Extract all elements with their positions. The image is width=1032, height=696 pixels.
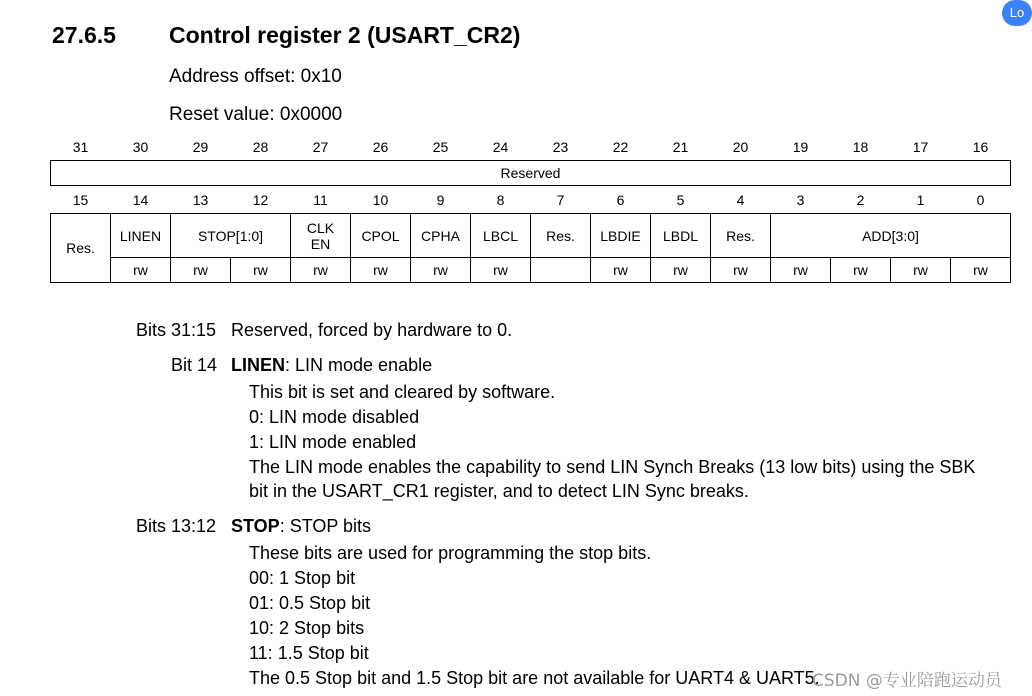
bits-13-12-line: 11: 1.5 Stop bit bbox=[249, 643, 369, 663]
bit-number: 15 bbox=[72, 191, 89, 208]
access-cell: rw bbox=[771, 258, 831, 283]
access-cell: rw bbox=[951, 258, 1011, 283]
bit14-title: : LIN mode enable bbox=[285, 355, 433, 375]
bit-number: 0 bbox=[976, 191, 985, 208]
field-res-7: Res. bbox=[531, 214, 591, 258]
bit14-line: 0: LIN mode disabled bbox=[249, 407, 420, 427]
bit14-name: LINEN bbox=[231, 355, 285, 375]
access-cell: rw bbox=[651, 258, 711, 283]
upper-bit-numbers-row bbox=[51, 133, 1011, 161]
field-clken bbox=[291, 214, 351, 258]
register-bitmap-table bbox=[50, 133, 1011, 283]
bits-31-15-label: Bits 31:15 bbox=[136, 320, 217, 340]
bit-number: 11 bbox=[313, 191, 328, 208]
bit-number: 25 bbox=[432, 138, 449, 155]
field-clken-line2: EN bbox=[310, 235, 331, 252]
bit-number: 27 bbox=[312, 138, 329, 155]
field-res-4: Res. bbox=[711, 214, 771, 258]
access-cell: rw bbox=[111, 258, 171, 283]
bits-13-12-label: Bits 13:12 bbox=[136, 516, 217, 536]
bits-13-12-title: : STOP bits bbox=[279, 516, 372, 536]
bit14-line: The LIN mode enables the capability to send LIN Synch Breaks (13 low bits) using the SBK bbox=[249, 457, 976, 477]
access-cell: rw bbox=[231, 258, 291, 283]
access-cell: rw bbox=[591, 258, 651, 283]
bit-number: 6 bbox=[616, 191, 625, 208]
bit-number: 18 bbox=[852, 138, 869, 155]
reset-value: Reset value: 0x0000 bbox=[169, 104, 343, 125]
csdn-watermark: CSDN @专业陪跑运动员 bbox=[812, 671, 1002, 691]
bit14-line: 1: LIN mode enabled bbox=[249, 432, 417, 452]
field-linen: LINEN bbox=[111, 214, 171, 258]
access-cell: rw bbox=[471, 258, 531, 283]
field-lbdl: LBDL bbox=[651, 214, 711, 258]
bits-13-12-line: 10: 2 Stop bits bbox=[249, 618, 365, 638]
lower-bit-numbers-row bbox=[51, 186, 1011, 214]
bit-number: 3 bbox=[796, 191, 805, 208]
bit-number: 10 bbox=[372, 191, 389, 208]
bits-13-12-heading bbox=[231, 516, 371, 537]
bit-number: 2 bbox=[856, 191, 865, 208]
access-cell: rw bbox=[171, 258, 231, 283]
section-number: 27.6.5 bbox=[52, 22, 116, 48]
bit-number: 24 bbox=[492, 138, 509, 155]
section-title: Control register 2 (USART_CR2) bbox=[169, 22, 521, 48]
bit-number: 8 bbox=[496, 191, 505, 208]
bit-number: 7 bbox=[556, 191, 565, 208]
bits-13-12-line: 00: 1 Stop bit bbox=[249, 568, 356, 588]
bit-number: 23 bbox=[552, 138, 569, 155]
bit-number: 19 bbox=[792, 138, 809, 155]
floating-assistant-button[interactable]: Lo bbox=[1002, 0, 1032, 26]
access-cell-empty bbox=[531, 258, 591, 283]
bit-number: 22 bbox=[612, 138, 629, 155]
field-cpha: CPHA bbox=[411, 214, 471, 258]
bit-number: 1 bbox=[916, 191, 925, 208]
bit-number: 9 bbox=[436, 191, 445, 208]
field-stop: STOP[1:0] bbox=[171, 214, 291, 258]
bit-number: 16 bbox=[972, 138, 989, 155]
bit14-label: Bit 14 bbox=[171, 355, 218, 375]
access-cell: rw bbox=[351, 258, 411, 283]
field-clken-line1: CLK bbox=[306, 219, 335, 236]
bits-31-15-text: Reserved, forced by hardware to 0. bbox=[231, 320, 513, 340]
field-names-row bbox=[51, 214, 1011, 258]
bit-number: 5 bbox=[676, 191, 685, 208]
bit14-line: bit in the USART_CR1 register, and to detect LIN Sync breaks. bbox=[249, 481, 749, 501]
access-cell: rw bbox=[891, 258, 951, 283]
bits-13-12-name: STOP bbox=[231, 516, 280, 536]
bit-number: 28 bbox=[252, 138, 269, 155]
bit-number: 26 bbox=[372, 138, 389, 155]
bit-number: 12 bbox=[252, 191, 269, 208]
access-cell: rw bbox=[711, 258, 771, 283]
bits-13-12-line: The 0.5 Stop bit and 1.5 Stop bit are not available for UART4 & UART5. bbox=[249, 668, 820, 688]
bit-number: 17 bbox=[912, 138, 929, 155]
address-offset: Address offset: 0x10 bbox=[169, 66, 342, 87]
reserved-field: Reserved bbox=[51, 161, 1011, 186]
access-cell: rw bbox=[831, 258, 891, 283]
bit-number: 4 bbox=[736, 191, 745, 208]
bit-number: 21 bbox=[672, 138, 689, 155]
bit-number: 30 bbox=[132, 138, 149, 155]
bit-number: 13 bbox=[192, 191, 209, 208]
bit-number: 20 bbox=[732, 138, 749, 155]
bits-13-12-line: These bits are used for programming the stop bits. bbox=[249, 543, 652, 563]
bits-13-12-line: 01: 0.5 Stop bit bbox=[249, 593, 371, 613]
bit-number: 31 bbox=[72, 138, 89, 155]
field-add: ADD[3:0] bbox=[771, 214, 1011, 258]
access-cell: rw bbox=[411, 258, 471, 283]
field-lbdie: LBDIE bbox=[591, 214, 651, 258]
field-cpol: CPOL bbox=[351, 214, 411, 258]
field-res-15: Res. bbox=[51, 214, 111, 283]
bit14-line: This bit is set and cleared by software. bbox=[249, 382, 556, 402]
bit-number: 29 bbox=[192, 138, 209, 155]
bit-number: 14 bbox=[132, 191, 149, 208]
access-cell: rw bbox=[291, 258, 351, 283]
upper-reserved-row bbox=[51, 161, 1011, 186]
bit14-heading bbox=[231, 355, 432, 376]
access-row bbox=[51, 258, 1011, 283]
field-lbcl: LBCL bbox=[471, 214, 531, 258]
